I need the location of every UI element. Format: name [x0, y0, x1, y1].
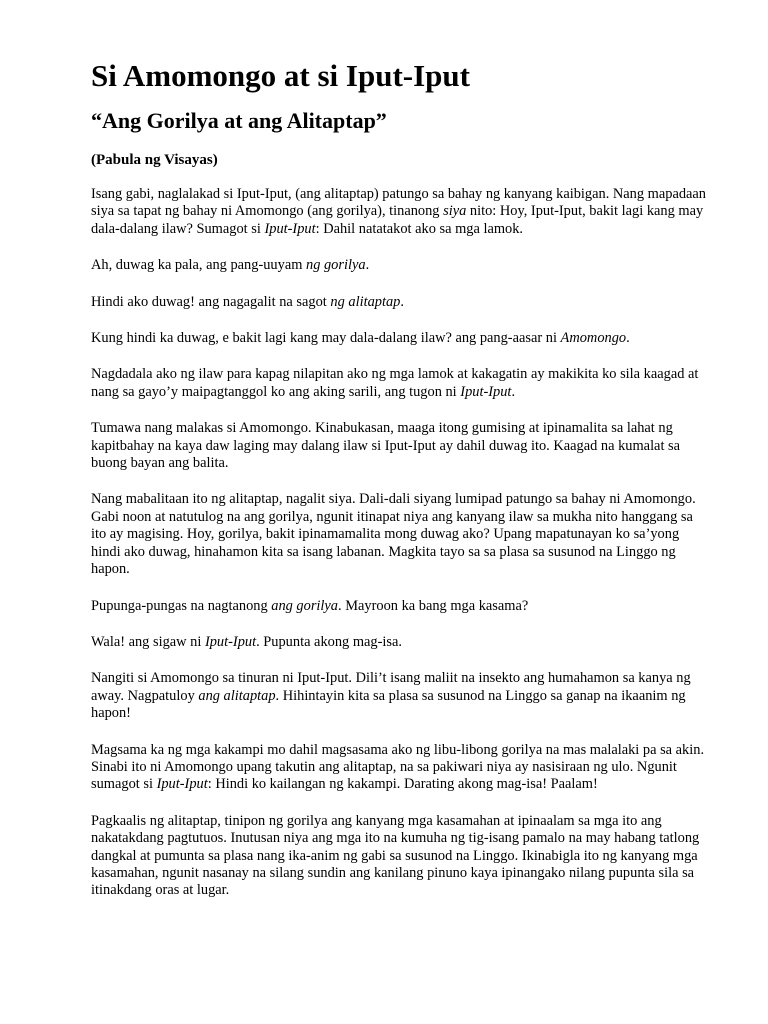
- text-run: Isang gabi, naglalakad si Iput-Iput, (ang alitaptap) patungo sa bahay ng kanyang kaibigan. Nang mapadaan siya sa tapat ng bahay ni Amomongo (ang gorilya), tinanong: [91, 186, 706, 220]
- text-run: Nagdadala ako ng ilaw para kapag nilapitan ako ng mga lamok at kakagatin ay makikita ko sila kaagad at nang sa gayo’y maipagtanggol ko ang aking sarili, ang tugon ni: [91, 366, 699, 400]
- text-run: . Mayroon ka bang mga kasama?: [338, 597, 529, 614]
- story-paragraph: [91, 634, 708, 651]
- text-run: . Pupunta akong mag-isa.: [256, 633, 402, 650]
- italic-text-run: Iput-Iput: [460, 383, 512, 400]
- text-run: .: [626, 330, 630, 347]
- text-run: Ah, duwag ka pala, ang pang-uuyam: [91, 257, 306, 274]
- italic-text-run: siya: [443, 203, 467, 220]
- italic-text-run: ng gorilya: [306, 257, 366, 274]
- document-subtitle: “Ang Gorilya at ang Alitaptap”: [91, 108, 387, 133]
- text-run: .: [365, 257, 370, 274]
- italic-text-run: ang alitaptap: [198, 687, 276, 704]
- italic-text-run: Iput-Iput: [156, 776, 208, 793]
- story-paragraph: [91, 670, 708, 722]
- text-run: .: [400, 293, 404, 310]
- story-paragraph: [91, 742, 708, 794]
- text-run: Pupunga-pungas na nagtanong: [91, 597, 272, 614]
- text-run: Nangiti si Amomongo sa tinuran ni Iput-Iput. Dili’t isang maliit na insekto ang humahamon sa kanya ng away. Nagpatuloy: [91, 670, 691, 704]
- document-title: Si Amomongo at si Iput-Iput: [91, 58, 470, 93]
- story-paragraph: [91, 257, 708, 274]
- text-run: : Dahil natatakot ako sa mga lamok.: [315, 220, 524, 237]
- story-paragraph: [91, 491, 708, 578]
- text-run: Magsama ka ng mga kakampi mo dahil magsasama ako ng libu-libong gorilya na mas malalaki pa sa akin. Sinabi ito ni Amomongo upang takutin ang alitaptap, na sa pakiwari niya ay nasisiraan ng ulo. Ngunit sumagot si: [91, 741, 705, 793]
- text-run: Kung hindi ka duwag, e bakit lagi kang may dala-dalang ilaw? ang pang-aasar ni: [91, 330, 561, 347]
- text-run: . Hihintayin kita sa plasa sa susunod na Linggo sa ganap na ikaanim ng hapon!: [91, 687, 686, 722]
- story-body: [91, 186, 708, 900]
- text-run: nito: Hoy, Iput-Iput, bakit lagi kang may dala-dalang ilaw? Sumagot si: [91, 203, 704, 237]
- story-paragraph: [91, 294, 708, 311]
- italic-text-run: Iput-Iput: [204, 633, 257, 650]
- italic-text-run: Amomongo: [560, 330, 627, 347]
- text-run: Hindi ako duwag! ang nagagalit na sagot: [91, 293, 331, 310]
- text-run: Nang mabalitaan ito ng alitaptap, nagalit siya. Dali-dali siyang lumipad patungo sa bahay ni Amomongo. Gabi noon at natutulog na ang gorilya, ngunit itinapat niya ang kanyang ilaw sa mukha nito hanggang sa ito ay magising. Hoy, gorilya, bakit ipinamamalita mong duwag ako? Upang mapatunayan ko sa’yong hindi ako duwag, hinahamon kita sa isang labanan. Magkita tayo sa sa plasa sa susunod na Linggo ng hapon.: [91, 491, 696, 578]
- text-run: Wala! ang sigaw ni: [91, 633, 205, 650]
- italic-text-run: ng alitaptap: [330, 293, 401, 310]
- text-run: .: [511, 383, 516, 400]
- text-run: Tumawa nang malakas si Amomongo. Kinabukasan, maaga itong gumising at ipinamalita sa lahat ng kapitbahay na kaya daw laging may dalang ilaw si Iput-Iput ay dahil duwag ito. Kaagad na kumalat sa buong bayan ang balita.: [91, 420, 681, 472]
- story-paragraph: [91, 186, 708, 238]
- story-paragraph: [91, 598, 708, 615]
- italic-text-run: Iput-Iput: [264, 220, 316, 237]
- story-paragraph: [91, 366, 708, 401]
- story-paragraph: [91, 420, 708, 472]
- story-paragraph: [91, 330, 708, 347]
- document-region-label: (Pabula ng Visayas): [91, 152, 218, 168]
- story-paragraph: [91, 813, 708, 900]
- italic-text-run: ang gorilya: [271, 597, 339, 614]
- text-run: Pagkaalis ng alitaptap, tinipon ng gorilya ang kanyang mga kasamahan at ipinaalam sa mga ito ang nakatakdang pagtutuos. Inutusan niya ang mga ito na kumuha ng tig-isang pamalo na may habang tatlong dangkal at pumunta sa plasa nang ika-anim ng gabi sa susunod na Linggo. Ikinabigla ito ng kanyang mga kasamahan, ngunit nasanay na silang sundin ang kanilang pinuno kaya ipinangako nilang pupunta sila sa itinakdang oras at lugar.: [91, 812, 700, 899]
- text-run: : Hindi ko kailangan ng kakampi. Darating akong mag-isa! Paalam!: [207, 776, 598, 793]
